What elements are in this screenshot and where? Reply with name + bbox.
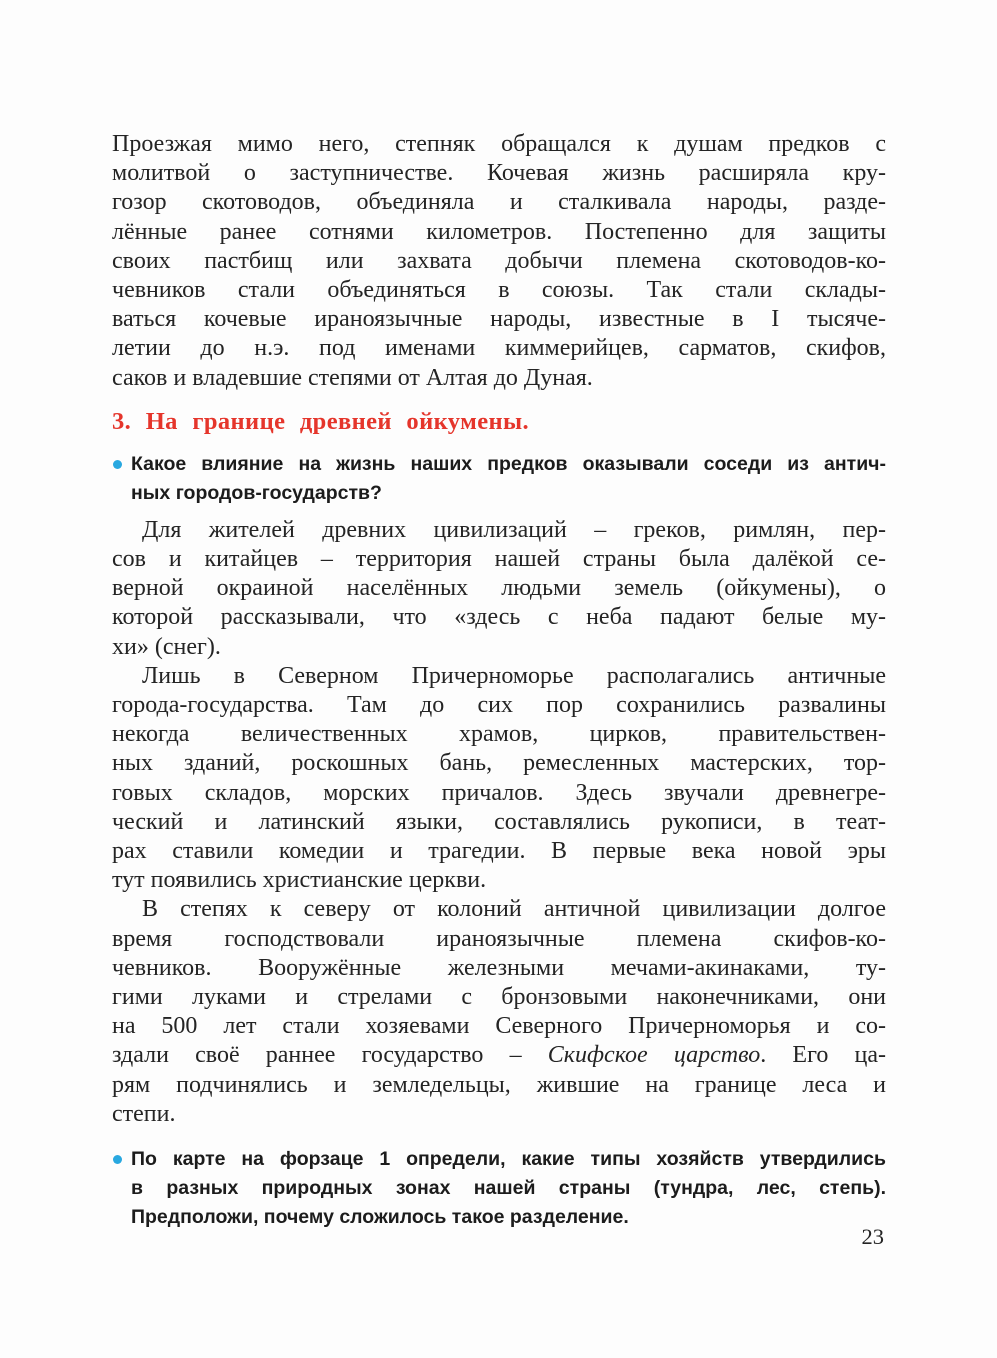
text-line: на 500 лет стали хозяевами Северного Причерноморья и со- [112,1013,886,1040]
text-line: гими луками и стрелами с бронзовыми наконечниками, они [112,984,886,1011]
text-line: города-государства. Там до сих пор сохранились развалины [112,692,886,719]
text-line: ных городов-государств? [131,481,382,504]
text-line: Для жителей древних цивилизаций – греков, римлян, пер- [142,516,886,543]
text-line: рах ставили комедии и трагедии. В первые века новой эры [112,838,886,865]
text-line: которой рассказывали, что «здесь с неба падают белые му- [112,604,886,631]
text-line: Проезжая мимо него, степняк обращался к душам предков с [112,131,886,157]
text-line: говых складов, морских причалов. Здесь звучали древнегре- [112,779,886,806]
text-line: некогда величественных храмов, цирков, правительствен- [112,721,886,748]
text-line: лённые ранее сотнями километров. Постепенно для защиты [112,218,886,245]
text-line: рям подчинялись и земледельцы, жившие на границе леса и [112,1071,886,1098]
text-line: По карте на форзаце 1 определи, какие типы хозяйств утвердились [131,1148,886,1171]
text-line: в разных природных зонах нашей страны (тундра, лес, степь). [131,1177,886,1200]
paragraph [112,130,886,393]
text-line: Лишь в Северном Причерноморье располагались античные [142,662,886,689]
italic-term: Скифское царство [547,1042,761,1069]
page-number: 23 [861,1224,884,1249]
text-line: ных зданий, роскошных бань, ремесленных мастерских, тор- [112,750,886,777]
bullet-icon [113,1155,122,1164]
text-line: саков и владевшие степями от Алтая до Дуная. [112,364,593,391]
section-heading: 3. На границе древней ойкумены. [112,407,530,435]
text-line: ваться кочевые ираноязычные народы, известные в I тысяче- [112,306,886,333]
text-line: чевников. Вооружённые железными мечами-акинаками, ту- [112,954,886,981]
text-line: здали своё раннее государство – Скифское царство. Его ца- [112,1042,886,1069]
text-line: гозор скотоводов, объединяла и сталкивала народы, разде- [112,189,886,216]
paragraph [112,662,886,896]
text-line: чевников стали объединяться в союзы. Так стали склады- [112,277,886,304]
text-line: своих пастбищ или захвата добычи племена скотоводов-ко- [112,247,886,274]
text-line: Какое влияние на жизнь наших предков оказывали соседи из антич- [131,452,886,475]
text-line: хи» (снег). [112,633,221,660]
text-line: ческий и латинский языки, составлялись рукописи, в теат- [112,808,886,835]
text-line: время господствовали ираноязычные племена скифов-ко- [112,925,886,952]
text-line: сов и китайцев – территория нашей страны была далёкой се- [112,546,886,573]
text-column [112,130,886,1232]
paragraph [112,516,886,662]
text-line: В степях к северу от колоний античной цивилизации долгое [142,896,886,923]
paragraph [112,895,886,1129]
text-line: тут появились христианские церкви. [112,867,487,894]
text-line: молитвой о заступничестве. Кочевая жизнь расширяла кру- [112,160,886,187]
bullet-question [112,450,886,508]
text-line: верной окраиной населённых людьми земель (ойкумены), о [112,575,886,602]
text-line: степи. [112,1100,176,1127]
bullet-task [112,1145,886,1232]
bullet-icon [113,460,122,469]
text-line: Предположи, почему сложилось такое разделение. [131,1206,629,1229]
text-line: летии до н.э. под именами киммерийцев, сарматов, скифов, [112,335,886,362]
